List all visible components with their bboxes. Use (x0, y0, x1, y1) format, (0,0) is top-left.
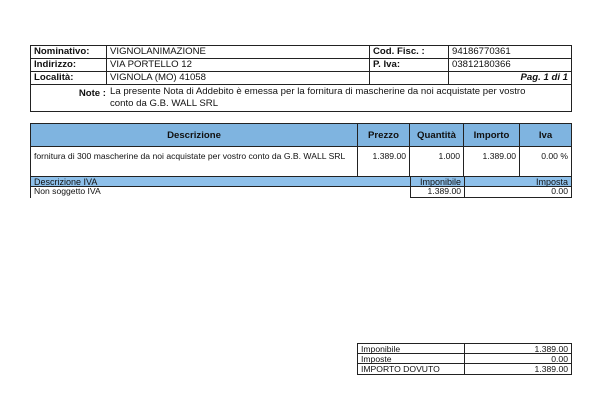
col-descrizione-header: Descrizione (30, 123, 358, 147)
col-importo-header: Importo (463, 123, 520, 147)
iva-col-imponibile-header: Imponibile (410, 176, 465, 187)
codfisc-label: Cod. Fisc. : (369, 45, 449, 59)
totals-imposte-value: 0.00 (464, 353, 572, 364)
iva-row-imposta: 0.00 (464, 186, 572, 198)
table-row-iva: 0.00 % (519, 146, 572, 176)
nominativo-label: Nominativo: (30, 45, 107, 59)
iva-col-descrizione-header: Descrizione IVA (30, 176, 411, 187)
page-info-empty (369, 71, 449, 85)
localita-value: VIGNOLA (MO) 41058 (106, 71, 370, 85)
iva-row-imponibile: 1.389.00 (410, 186, 465, 198)
note-text: La presente Nota di Addebito è emessa per la fornitura di mascherine da noi acquistate per vostro conto da G.B. WALL SRL (110, 86, 526, 109)
indirizzo-value: VIA PORTELLO 12 (106, 58, 370, 72)
iva-row-descrizione: Non soggetto IVA (30, 186, 411, 198)
codfisc-value: 94186770361 (448, 45, 572, 59)
iva-col-imposta-header: Imposta (464, 176, 572, 187)
note-label: Note : (78, 88, 106, 99)
totals-importo-dovuto-value: 1.389.00 (464, 363, 572, 375)
localita-label: Località: (30, 71, 107, 85)
col-quantita-header: Quantità (409, 123, 464, 147)
col-iva-header: Iva (519, 123, 572, 147)
nominativo-value: VIGNOLANIMAZIONE (106, 45, 370, 59)
piva-value: 03812180366 (448, 58, 572, 72)
indirizzo-label: Indirizzo: (30, 58, 107, 72)
table-row-quantita: 1.000 (409, 146, 464, 176)
totals-imponibile-value: 1.389.00 (464, 343, 572, 354)
page-indicator: Pag. 1 di 1 (448, 71, 572, 85)
piva-label: P. Iva: (369, 58, 449, 72)
totals-imponibile-label: Imponibile (357, 343, 465, 354)
table-row-importo: 1.389.00 (463, 146, 520, 176)
table-row-prezzo: 1.389.00 (357, 146, 410, 176)
totals-imposte-label: Imposte (357, 353, 465, 364)
col-prezzo-header: Prezzo (357, 123, 410, 147)
table-row-descrizione: fornitura di 300 mascherine da noi acquistate per vostro conto da G.B. WALL SRL (30, 146, 358, 176)
totals-importo-dovuto-label: IMPORTO DOVUTO (357, 363, 465, 375)
